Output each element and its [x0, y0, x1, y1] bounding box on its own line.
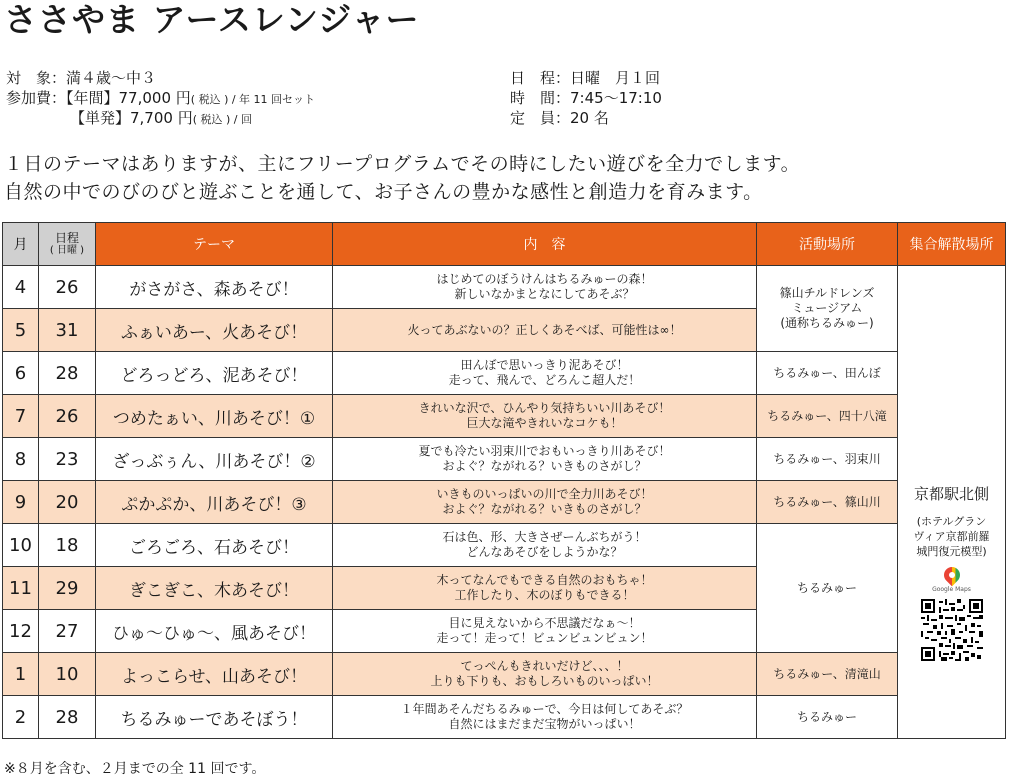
cell-place: [757, 266, 898, 352]
cell-day: 27: [39, 610, 96, 653]
info-label: 定 員：: [510, 109, 571, 127]
cell-day: 26: [39, 266, 96, 309]
info-row-capacity: [510, 108, 662, 128]
place-line: ちるみゅー: [796, 580, 857, 595]
cell-month: 6: [3, 352, 39, 395]
info-value: 7:45〜17:10: [570, 89, 662, 107]
info-label: 対 象：: [6, 69, 67, 87]
cell-day: 23: [39, 438, 96, 481]
content-line: 上りも下りも、おもしろいものいっぱい！: [430, 674, 659, 688]
cell-month: 10: [3, 524, 39, 567]
info-label: 参加費：: [6, 89, 67, 107]
info-row-fee-single: [6, 108, 315, 128]
header-month: 月: [3, 223, 39, 266]
meet-detail-line: ヴィア京都前羅: [913, 530, 990, 543]
cell-month: 9: [3, 481, 39, 524]
info-note: ( 税込 ) / 回: [192, 113, 252, 126]
header-theme: テーマ: [96, 223, 333, 266]
schedule-table: [2, 222, 1006, 739]
cell-day: 31: [39, 309, 96, 352]
cell-day: 28: [39, 696, 96, 739]
place-line: (通称ちるみゅー): [780, 316, 874, 330]
cell-content: [333, 524, 757, 567]
map-pin-icon: [940, 564, 963, 587]
header-place: 活動場所: [757, 223, 898, 266]
content-line: はじめてのぼうけんはちるみゅーの森！: [436, 272, 653, 286]
info-row-time: [510, 88, 662, 108]
cell-day: 26: [39, 395, 96, 438]
intro-text: [4, 150, 800, 206]
google-maps-label: Google Maps: [932, 586, 971, 593]
cell-content: [333, 567, 757, 610]
place-line: ミュージアム: [791, 301, 863, 315]
cell-theme: ひゅ〜ひゅ〜、風あそび！: [96, 610, 333, 653]
cell-meet: [898, 266, 1006, 739]
cell-place: [757, 524, 898, 653]
cell-month: 8: [3, 438, 39, 481]
content-line: 工作したり、木のぼりもできる！: [454, 588, 635, 602]
header-schedule-label: 日程: [54, 230, 79, 245]
qr-code-icon[interactable]: [921, 599, 983, 661]
cell-theme: ふぁいあー、火あそび！: [96, 309, 333, 352]
cell-month: 1: [3, 653, 39, 696]
content-line: 目に見えないから不思議だなぁ〜！: [448, 616, 641, 630]
cell-content: [333, 653, 757, 696]
place-line: ちるみゅー、清滝山: [773, 666, 881, 681]
info-value: 【単発】7,700 円: [70, 109, 193, 127]
intro-line: １日のテーマはありますが、主にフリープログラムでその時にしたい遊びを全力でします。: [4, 153, 801, 175]
content-line: 走って！走って！ビュンビュンビュン！: [436, 631, 653, 645]
cell-place: [757, 352, 898, 395]
content-line: 木ってなんでもできる自然のおもちゃ！: [436, 573, 653, 587]
cell-day: 20: [39, 481, 96, 524]
cell-month: 4: [3, 266, 39, 309]
table-row: [3, 481, 1006, 524]
cell-place: [757, 696, 898, 739]
cell-month: 5: [3, 309, 39, 352]
place-line: 篠山チルドレンズ: [779, 286, 875, 300]
cell-theme: ざっぶぅん、川あそび！②: [96, 438, 333, 481]
cell-theme: どろっどろ、泥あそび！: [96, 352, 333, 395]
cell-content: [333, 696, 757, 739]
cell-theme: ぷかぷか、川あそび！③: [96, 481, 333, 524]
content-line: 夏でも冷たい羽束川でおもいっきり川あそび！: [418, 444, 671, 458]
content-line: 田んぼで思いっきり泥あそび！: [460, 358, 629, 372]
content-line: てっぺんもきれいだけど、、、！: [460, 659, 629, 673]
cell-month: 7: [3, 395, 39, 438]
content-line: 火ってあぶないの？正しくあそべば、可能性は∞！: [407, 322, 682, 337]
cell-theme: ぎこぎこ、木あそび！: [96, 567, 333, 610]
cell-content: [333, 610, 757, 653]
info-row-fee-annual: [6, 88, 315, 108]
table-row: [3, 653, 1006, 696]
cell-month: 11: [3, 567, 39, 610]
info-row-schedule: [510, 68, 662, 88]
content-line: いきものいっぱいの川で全力川あそび！: [436, 487, 653, 501]
cell-content: [333, 395, 757, 438]
header-content: 内 容: [333, 223, 757, 266]
qr-code-graphic: [921, 599, 983, 661]
cell-content: [333, 352, 757, 395]
footnote: ※８月を含む、２月までの全 11 回です。: [4, 761, 266, 777]
info-value: 20 名: [570, 109, 609, 127]
cell-content: [333, 438, 757, 481]
table-row: [3, 438, 1006, 481]
place-line: ちるみゅー、四十八滝: [767, 408, 887, 423]
content-line: 新しいなかまとなにしてあそぶ？: [454, 287, 635, 301]
meet-place-name: 京都駅北側: [913, 485, 989, 503]
cell-place: [757, 481, 898, 524]
cell-day: 29: [39, 567, 96, 610]
content-line: 自然にはまだまだ宝物がいっぱい！: [448, 717, 641, 731]
cell-place: [757, 438, 898, 481]
cell-theme: よっこらせ、山あそび！: [96, 653, 333, 696]
header-schedule-sub: ( 日曜 ): [49, 244, 85, 256]
intro-line: 自然の中でのびのびと遊ぶことを通して、お子さんの豊かな感性と創造力を育みます。: [4, 181, 763, 203]
table-row: [3, 266, 1006, 309]
cell-day: 10: [39, 653, 96, 696]
meet-place-detail: [898, 514, 1005, 559]
page-title: ささやま アースレンジャー: [4, 0, 420, 39]
info-note: ( 税込 ) / 年 11 回セット: [190, 93, 316, 106]
info-row-target: [6, 68, 315, 88]
content-line: 巨大な滝やきれいなコケも！: [466, 416, 623, 430]
header-meet: 集合解散場所: [898, 223, 1006, 266]
content-line: きれいな沢で、ひんやり気持ちいい川あそび！: [418, 401, 671, 415]
place-line: ちるみゅー、田んぼ: [773, 365, 881, 380]
table-header-row: [3, 223, 1006, 266]
content-line: およぐ？ながれる？いきものさがし？: [442, 459, 647, 473]
header-schedule: [39, 223, 96, 266]
info-label: 時 間：: [510, 89, 571, 107]
cell-day: 28: [39, 352, 96, 395]
info-value: 日曜 月１回: [570, 69, 661, 87]
table-row: [3, 395, 1006, 438]
place-line: ちるみゅー、篠山川: [773, 494, 881, 509]
content-line: どんなあそびをしようかな？: [466, 545, 623, 559]
content-line: 石は色、形、大きさぜーんぶちがう！: [442, 530, 647, 544]
info-value: 【年間】77,000 円: [66, 89, 191, 107]
place-line: ちるみゅー、羽束川: [773, 451, 881, 466]
info-label: 日 程：: [510, 69, 571, 87]
content-line: およぐ？ながれる？いきものさがし？: [442, 502, 647, 516]
meet-detail-line: 城門復元模型): [916, 545, 987, 558]
cell-theme: ごろごろ、石あそび！: [96, 524, 333, 567]
google-maps-icon[interactable]: [924, 567, 980, 593]
cell-content: [333, 309, 757, 352]
table-row: [3, 352, 1006, 395]
place-line: ちるみゅー: [796, 709, 857, 724]
content-line: 走って、飛んで、どろんこ超人だ！: [448, 373, 641, 387]
info-left: [6, 68, 315, 128]
cell-content: [333, 481, 757, 524]
table-row: [3, 524, 1006, 567]
info-value: 満４歳〜中３: [66, 69, 157, 87]
content-line: １年間あそんだちるみゅーで、今日は何してあそぶ？: [400, 702, 689, 716]
cell-month: 12: [3, 610, 39, 653]
cell-theme: つめたぁい、川あそび！①: [96, 395, 333, 438]
cell-day: 18: [39, 524, 96, 567]
cell-theme: ちるみゅーであそぼう！: [96, 696, 333, 739]
table-row: [3, 696, 1006, 739]
cell-place: [757, 653, 898, 696]
cell-content: [333, 266, 757, 309]
cell-month: 2: [3, 696, 39, 739]
meet-detail-line: (ホテルグラン: [916, 515, 987, 528]
info-right: [510, 68, 662, 128]
cell-theme: がさがさ、森あそび！: [96, 266, 333, 309]
cell-place: [757, 395, 898, 438]
